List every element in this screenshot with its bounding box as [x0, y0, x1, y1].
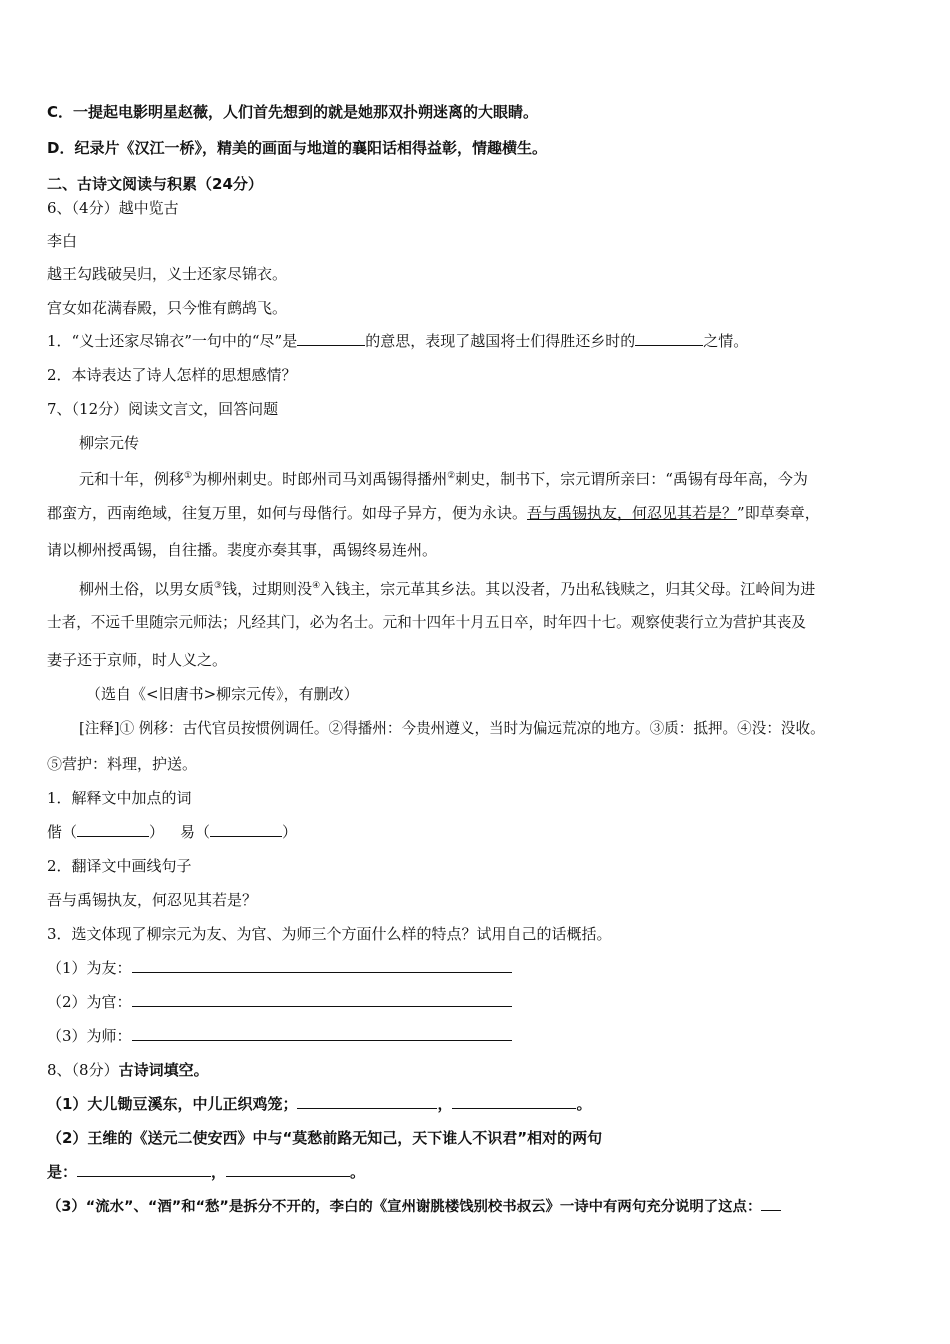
- q7-sub3-official: [47, 992, 512, 1012]
- q8-s3: [47, 1196, 781, 1217]
- q7-para1-line2: [47, 503, 820, 523]
- q6-poem-line-1: 越王勾践破吴归，义士还家尽锦衣。: [47, 265, 288, 283]
- q6-author: 李白: [47, 232, 78, 250]
- q7-para2-line3: 妻子还于京师，时人义之。: [47, 651, 228, 669]
- answer-blank[interactable]: [77, 1162, 211, 1177]
- q7-sub2: 2．翻译文中画线句子: [47, 857, 192, 875]
- answer-blank[interactable]: [210, 822, 282, 837]
- option-d: D．纪录片《汉江一桥》，精美的画面与地道的襄阳话相得益彰，情趣横生。: [47, 139, 547, 157]
- q7-sub3-friend: [47, 958, 512, 978]
- answer-blank[interactable]: [761, 1196, 781, 1211]
- q7-notes-line1: [注释]① 例移：古代官员按惯例调任。②得播州：今贵州遵义，当时为偏远荒凉的地方。③质：抵押。④没：没收。: [79, 720, 825, 737]
- q7-para1-text: 元和十年，例移: [79, 470, 185, 488]
- q7-para1-text: ”即草奏章，: [737, 504, 820, 522]
- q7-sub1-answers: [47, 822, 297, 842]
- answer-label: （2）为官：: [47, 993, 132, 1011]
- q6-sub2: 2．本诗表达了诗人怎样的思想感情？: [47, 366, 297, 384]
- q8-s1-text: （1）大儿锄豆溪东，中儿正织鸡笼；: [47, 1095, 298, 1113]
- q7-header: 7、（12分）阅读文言文，回答问题: [47, 400, 279, 418]
- separator: ，: [437, 1095, 453, 1113]
- q7-para1-text: 郡蛮方，西南绝域，往复万里，如何与母偕行。如母子异方，便为永诀。: [47, 504, 528, 522]
- answer-blank[interactable]: [226, 1162, 350, 1177]
- answer-label: （3）为师：: [47, 1027, 132, 1045]
- q7-para2-line2: 士者，不远千里随宗元师法；凡经其门，必为名士。元和十四年十月五日卒，时年四十七。观察使裴行立为营护其丧及: [47, 614, 806, 631]
- footnote-marker: ④: [312, 581, 321, 591]
- q7-para2-text: 钱，过期则没: [222, 580, 313, 598]
- separator: ，: [211, 1163, 227, 1181]
- q8-s2-text: 是：: [47, 1163, 78, 1181]
- footnote-marker: ②: [447, 471, 456, 481]
- section-2-title: 二、古诗文阅读与积累（24分）: [47, 175, 263, 193]
- period: 。: [350, 1163, 366, 1181]
- q6-sub1-text-c: 之情。: [703, 332, 749, 350]
- q7-para1-text: 刺史，制书下，宗元谓所亲曰：“禹锡有母年高，今为: [455, 470, 808, 488]
- footnote-marker: ①: [184, 471, 193, 481]
- q6-poem-line-2: 宫女如花满春殿，只今惟有鹧鸪飞。: [47, 299, 288, 317]
- answer-blank[interactable]: [132, 958, 512, 973]
- q7-para2-line1: [79, 576, 815, 599]
- q6-sub1-text-a: 1．“义士还家尽锦衣”一句中的“尽”是: [47, 332, 298, 350]
- q7-para2-text: 柳州土俗，以男女质: [79, 580, 215, 598]
- q7-para1-line3: 请以柳州授禹锡，自往播。裴度亦奏其事，禹锡终易连州。: [47, 541, 438, 559]
- answer-blank[interactable]: [452, 1094, 576, 1109]
- q8-s2-line2: [47, 1162, 365, 1182]
- q7-para1-line1: [79, 466, 808, 489]
- underlined-sentence: 吾与禹锡执友，何忍见其若是？: [527, 504, 738, 522]
- footnote-marker: ③: [214, 581, 223, 591]
- q6-header: 6、（4分）越中览古: [47, 199, 179, 217]
- q8-instruction: 古诗词填空。: [118, 1061, 209, 1079]
- q7-para2-text: 入钱主，宗元革其乡法。其以没者，乃出私钱赎之，归其父母。江岭间为进: [320, 580, 816, 598]
- option-c: C．一提起电影明星赵薇，人们首先想到的就是她那双扑朔迷离的大眼睛。: [47, 103, 539, 121]
- answer-blank[interactable]: [132, 1026, 512, 1041]
- q7-para1-text: 为柳州刺史。时郎州司马刘禹锡得播州: [192, 470, 448, 488]
- q8-s1: [47, 1094, 591, 1114]
- q7-sub3: 3．选文体现了柳宗元为友、为官、为师三个方面什么样的特点？试用自己的话概括。: [47, 925, 612, 943]
- paren-close: ）: [282, 823, 298, 841]
- q8-s2-line1: （2）王维的《送元二使安西》中与“莫愁前路无知己，天下谁人不识君”相对的两句: [47, 1129, 603, 1147]
- q6-sub1-blank-2[interactable]: [635, 331, 703, 346]
- answer-blank[interactable]: [77, 822, 149, 837]
- q7-sub3-teacher: [47, 1026, 512, 1046]
- word-label: 易（: [180, 823, 211, 841]
- q8-header: [47, 1060, 209, 1080]
- answer-label: （1）为友：: [47, 959, 132, 977]
- q6-sub1: [47, 331, 748, 351]
- q7-passage-title: 柳宗元传: [79, 434, 140, 452]
- q6-sub1-text-b: 的意思，表现了越国将士们得胜还乡时的: [365, 332, 636, 350]
- period: 。: [576, 1095, 592, 1113]
- q6-sub1-blank-1[interactable]: [297, 331, 365, 346]
- q7-sub2-sentence: 吾与禹锡执友，何忍见其若是？: [47, 891, 258, 909]
- q8-score: 8、（8分）: [47, 1061, 119, 1079]
- q8-s3-text: （3）“流水”、“酒”和“愁”是拆分不开的，李白的《宣州谢朓楼饯别校书叔云》一诗中有两句充分说明了这点：: [47, 1199, 762, 1215]
- q7-notes-line2: ⑤营护：料理，护送。: [47, 755, 198, 773]
- q7-sub1: 1．解释文中加点的词: [47, 789, 192, 807]
- answer-blank[interactable]: [297, 1094, 437, 1109]
- word-label: 偕（: [47, 823, 78, 841]
- paren-close: ）: [149, 823, 165, 841]
- q7-source: （选自《<旧唐书>柳宗元传》，有删改）: [86, 685, 359, 703]
- answer-blank[interactable]: [132, 992, 512, 1007]
